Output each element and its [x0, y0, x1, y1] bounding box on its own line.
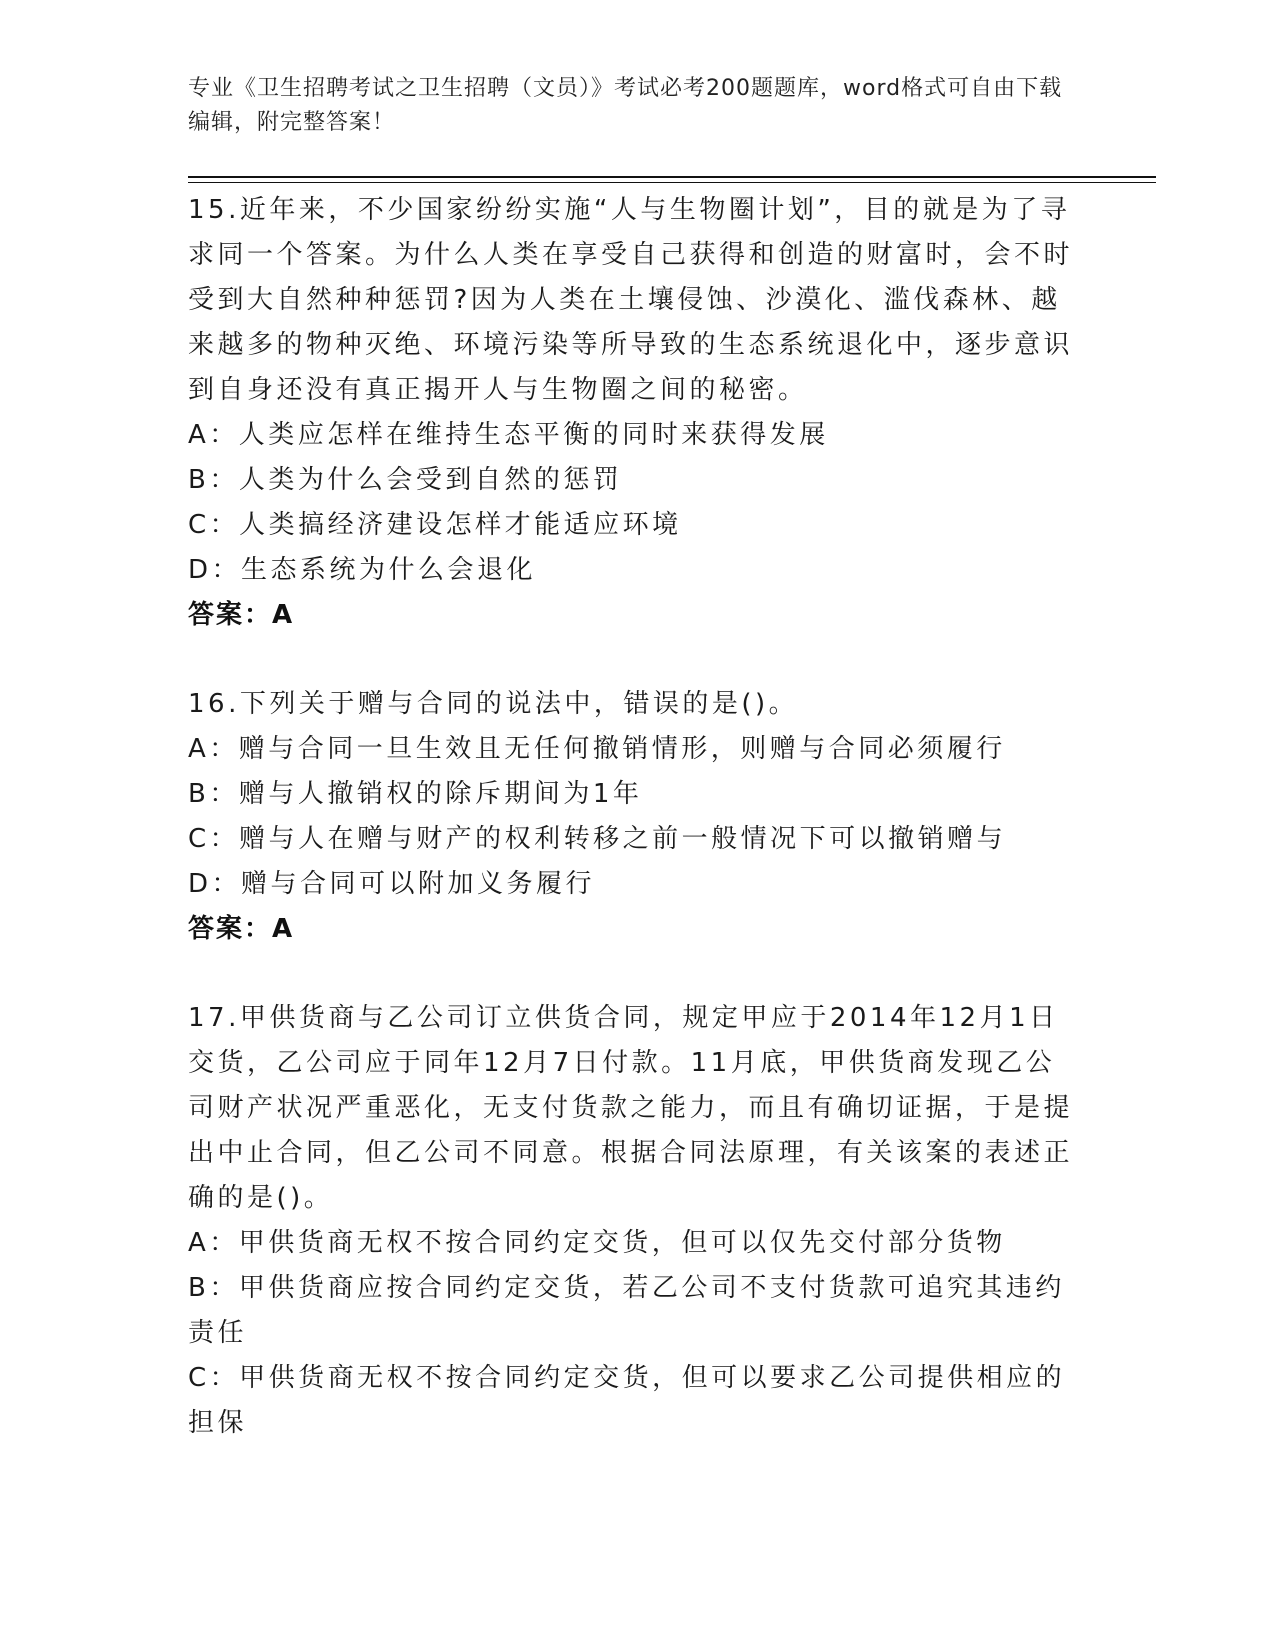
question-17: [188, 996, 1078, 1446]
option-b: B：人类为什么会受到自然的惩罚: [188, 465, 623, 495]
answer-line: 答案：A: [188, 914, 295, 944]
question-list: [188, 188, 1078, 1490]
header-rule-thin: [188, 182, 1156, 183]
option-c: C：甲供货商无权不按合同约定交货，但可以要求乙公司提供相应的担保: [188, 1363, 1066, 1438]
option-d: D：赠与合同可以附加义务履行: [188, 869, 596, 899]
question-stem: 17.甲供货商与乙公司订立供货合同，规定甲应于2014年12月1日交货，乙公司应于同年12月7日付款。11月底，甲供货商发现乙公司财产状况严重恶化，无支付货款之能力，而且有确切证据，于是提出中止合同，但乙公司不同意。根据合同法原理，有关该案的表述正确的是()。: [188, 1003, 1074, 1213]
option-d: D：生态系统为什么会退化: [188, 555, 537, 585]
question-15: [188, 188, 1078, 638]
question-stem: 15.近年来，不少国家纷纷实施“人与生物圈计划”，目的就是为了寻求同一个答案。为什么人类在享受自己获得和创造的财富时，会不时受到大自然种种惩罚?因为人类在土壤侵蚀、沙漠化、滥伐森林、越来越多的物种灭绝、环境污染等所导致的生态系统退化中，逐步意识到自身还没有真正揭开人与生物圈之间的秘密。: [188, 195, 1074, 405]
question-stem: 16.下列关于赠与合同的说法中，错误的是()。: [188, 689, 799, 719]
option-a: A：人类应怎样在维持生态平衡的同时来获得发展: [188, 420, 829, 450]
option-b: B：甲供货商应按合同约定交货，若乙公司不支付货款可追究其违约责任: [188, 1273, 1065, 1348]
document-header: [188, 72, 1068, 140]
answer-line: 答案：A: [188, 600, 295, 630]
header-text: 专业《卫生招聘考试之卫生招聘（文员）》考试必考200题题库，word格式可自由下载编辑，附完整答案！: [188, 76, 1063, 135]
option-a: A：甲供货商无权不按合同约定交货，但可以仅先交付部分货物: [188, 1228, 1006, 1258]
header-rule-thick: [188, 176, 1156, 178]
option-b: B：赠与人撤销权的除斥期间为1年: [188, 779, 643, 809]
option-c: C：赠与人在赠与财产的权利转移之前一般情况下可以撤销赠与: [188, 824, 1007, 854]
option-a: A：赠与合同一旦生效且无任何撤销情形，则赠与合同必须履行: [188, 734, 1006, 764]
option-c: C：人类搞经济建设怎样才能适应环境: [188, 510, 682, 540]
question-16: [188, 682, 1078, 952]
